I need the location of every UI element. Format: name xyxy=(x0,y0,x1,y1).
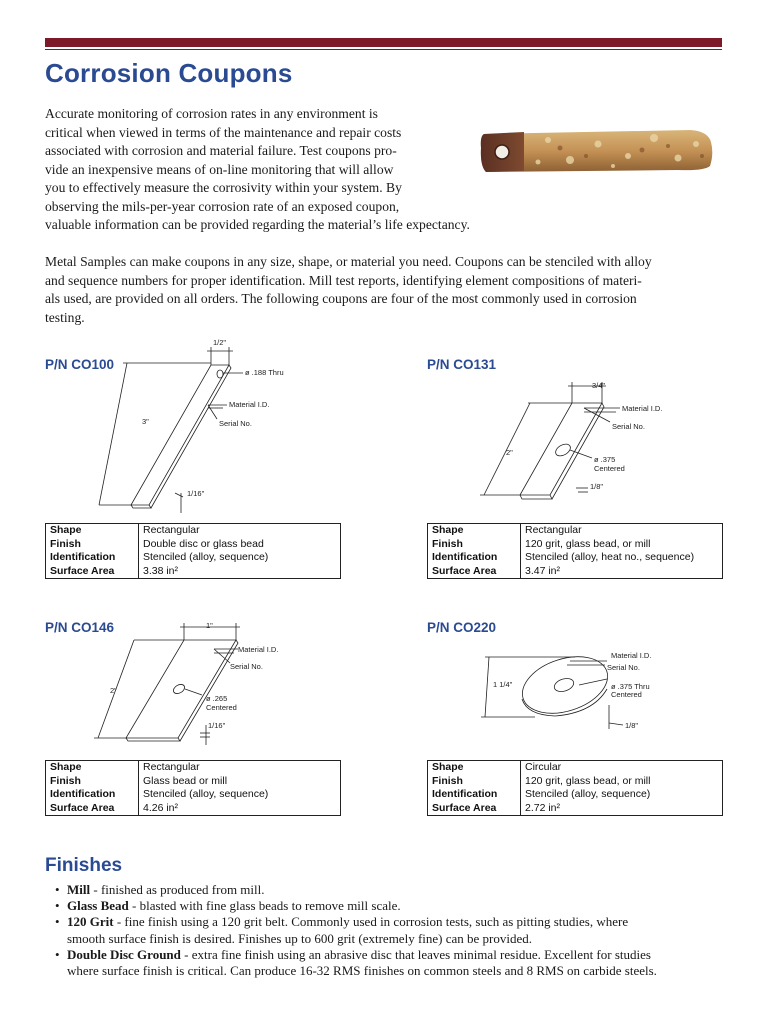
identification-value: Stenciled (alloy, sequence) xyxy=(143,551,269,563)
intro-line: Accurate monitoring of corrosion rates in any environment is xyxy=(45,106,378,121)
finish-label: Finish xyxy=(428,775,521,789)
identification-value: Stenciled (alloy, heat no., sequence) xyxy=(525,551,695,563)
co220-serial-label: Serial No. xyxy=(607,663,640,672)
table-row xyxy=(428,524,723,538)
finish-value: Glass bead or mill xyxy=(143,774,228,787)
co131-thickness-label: 1/8" xyxy=(590,482,604,491)
list-item: • Glass Bead - blasted with fine glass beads to remove mill scale. xyxy=(55,898,715,914)
shape-label: Shape xyxy=(46,761,139,775)
co146-material-label: Material I.D. xyxy=(238,645,279,654)
intro-line: vide an inexpensive means of on-line monitoring that will allow xyxy=(45,161,394,177)
list-item: • 120 Grit - fine finish using a 120 grit belt. Commonly used in corrosion tests, such as pitting studies, where smooth surface finish is desired. Finishes up to 600 grit (extremely fine) can be provided. xyxy=(55,914,715,946)
identification-label: Identification xyxy=(46,788,139,802)
co220-spec-table xyxy=(427,760,723,816)
finish-desc: where surface finish is critical. Can produce 16-32 RMS finishes on common steels and 8 RMS on carbide steels. xyxy=(67,963,657,979)
table-row xyxy=(428,802,723,816)
co146-width-label: 1" xyxy=(206,621,213,630)
table-row xyxy=(46,538,341,552)
table-row xyxy=(46,802,341,816)
list-item: • Double Disc Ground - extra fine finish using an abrasive disc that leaves minimal residue. Excellent for studies where surface finish is critical. Can produce 16-32 RMS finishes on common steels and 8 RMS on carbide steels. xyxy=(55,947,715,979)
finish-desc: fine finish using a 120 grit belt. Commonly used in corrosion tests, such as pitting studies, where xyxy=(124,914,629,930)
finish-name: Double Disc Ground xyxy=(67,946,181,962)
co100-drawing xyxy=(95,335,345,515)
header-rule xyxy=(45,38,722,47)
finish-desc: blasted with fine glass beads to remove mill scale. xyxy=(139,898,401,914)
co146-thickness-label: 1/16" xyxy=(208,721,226,730)
co100-material-label: Material I.D. xyxy=(229,400,270,409)
second-paragraph xyxy=(45,253,725,327)
table-row xyxy=(46,761,341,775)
finishes-heading: Finishes xyxy=(45,855,123,876)
finishes-list xyxy=(55,882,715,979)
shape-label: Shape xyxy=(428,524,521,538)
finish-desc: finished as produced from mill. xyxy=(100,882,265,897)
co131-drawing xyxy=(470,370,720,510)
finish-value: 120 grit, glass bead, or mill xyxy=(525,774,651,787)
surface-area-value: 3.38 in² xyxy=(143,564,179,577)
finish-name: Glass Bead xyxy=(67,898,129,914)
intro-line: valuable information can be provided regarding the material’s life expectancy. xyxy=(45,217,470,232)
finish-label: Finish xyxy=(46,775,139,789)
table-row xyxy=(428,551,723,565)
co146-length-label: 2" xyxy=(110,686,117,695)
table-row xyxy=(428,538,723,552)
intro-line: critical when viewed in terms of the maintenance and repair costs xyxy=(45,124,402,140)
list-item: • Mill - finished as produced from mill. xyxy=(55,882,715,898)
finish-value: Double disc or glass bead xyxy=(143,537,264,550)
co220-hole-centered-label: Centered xyxy=(611,690,642,699)
co220-diameter-label: 1 1/4" xyxy=(493,680,513,689)
intro-line: observing the mils-per-year corrosion rate of an exposed coupon, xyxy=(45,198,400,214)
table-row xyxy=(428,565,723,579)
intro-paragraph xyxy=(45,105,525,235)
intro-line: associated with corrosion and material failure. Test coupons pro- xyxy=(45,143,397,158)
co100-thickness-label: 1/16" xyxy=(187,489,205,498)
shape-value: Circular xyxy=(525,761,562,773)
table-row xyxy=(46,775,341,789)
surface-area-value: 3.47 in² xyxy=(525,564,561,577)
co131-spec-table xyxy=(427,523,723,579)
shape-value: Rectangular xyxy=(143,761,200,773)
identification-label: Identification xyxy=(428,788,521,802)
co100-hole-label: ø .188 Thru xyxy=(245,368,284,377)
co100-spec-table xyxy=(45,523,341,579)
part-number-co146: P/N CO146 xyxy=(45,620,115,635)
identification-value: Stenciled (alloy, sequence) xyxy=(143,788,269,800)
surface-area-label: Surface Area xyxy=(428,565,521,579)
corroded-coupon-photo xyxy=(478,126,714,178)
co100-width-label: 1/2" xyxy=(213,338,227,347)
table-row xyxy=(428,788,723,802)
surface-area-label: Surface Area xyxy=(46,565,139,579)
co146-drawing xyxy=(90,615,340,755)
table-row xyxy=(428,761,723,775)
part-number-co220: P/N CO220 xyxy=(427,620,497,635)
co131-material-label: Material I.D. xyxy=(622,404,663,413)
shape-value: Rectangular xyxy=(143,524,200,536)
co220-drawing xyxy=(475,645,725,745)
identification-label: Identification xyxy=(46,551,139,565)
page-title: Corrosion Coupons xyxy=(45,58,293,88)
surface-area-label: Surface Area xyxy=(46,802,139,816)
table-row xyxy=(46,524,341,538)
intro-line: you to effectively measure the corrosivity within your system. By xyxy=(45,180,402,195)
shape-value: Rectangular xyxy=(525,524,582,536)
finish-name: 120 Grit xyxy=(67,914,114,930)
co146-hole-centered-label: Centered xyxy=(206,703,237,712)
table-row xyxy=(428,775,723,789)
co131-length-label: 2" xyxy=(506,448,513,457)
co131-hole-centered-label: Centered xyxy=(594,464,625,473)
co146-hole-label: ø .265 xyxy=(206,694,228,703)
shape-label: Shape xyxy=(428,761,521,775)
paragraph-line: testing. xyxy=(45,309,85,325)
table-row xyxy=(46,788,341,802)
paragraph-line: Metal Samples can make coupons in any size, shape, or material you need. Coupons can be stenciled with alloy xyxy=(45,254,652,269)
finish-name: Mill xyxy=(67,882,91,897)
co220-hole-label: ø .375 Thru xyxy=(611,682,650,691)
co100-length-label: 3" xyxy=(142,417,149,426)
surface-area-label: Surface Area xyxy=(428,802,521,816)
identification-value: Stenciled (alloy, sequence) xyxy=(525,788,651,800)
finish-label: Finish xyxy=(46,538,139,552)
part-number-co131: P/N CO131 xyxy=(427,357,497,372)
co220-material-label: Material I.D. xyxy=(611,651,652,660)
co220-thickness-label: 1/8" xyxy=(625,721,639,730)
table-row xyxy=(46,565,341,579)
co146-spec-table xyxy=(45,760,341,816)
co131-serial-label: Serial No. xyxy=(612,422,645,431)
part-number-co100: P/N CO100 xyxy=(45,357,115,372)
surface-area-value: 4.26 in² xyxy=(143,801,179,814)
identification-label: Identification xyxy=(428,551,521,565)
finish-desc: extra fine finish using an abrasive disc that leaves minimal residue. Excellent for studies xyxy=(191,946,651,962)
co100-serial-label: Serial No. xyxy=(219,419,252,428)
co131-width-label: 3/4" xyxy=(592,381,606,390)
finish-desc: smooth surface finish is desired. Finishes up to 600 grit (extremely fine) can be provided. xyxy=(67,930,533,946)
header-rule-thin xyxy=(45,49,722,50)
finish-value: 120 grit, glass bead, or mill xyxy=(525,537,651,550)
surface-area-value: 2.72 in² xyxy=(525,801,561,814)
co146-serial-label: Serial No. xyxy=(230,662,263,671)
co131-hole-label: ø .375 xyxy=(594,455,616,464)
table-row xyxy=(46,551,341,565)
finish-label: Finish xyxy=(428,538,521,552)
paragraph-line: als used, are provided on all orders. The following coupons are four of the most commonly used in corrosion xyxy=(45,291,637,306)
paragraph-line: and sequence numbers for proper identification. Mill test reports, identifying element compositions of materi- xyxy=(45,272,642,288)
shape-label: Shape xyxy=(46,524,139,538)
